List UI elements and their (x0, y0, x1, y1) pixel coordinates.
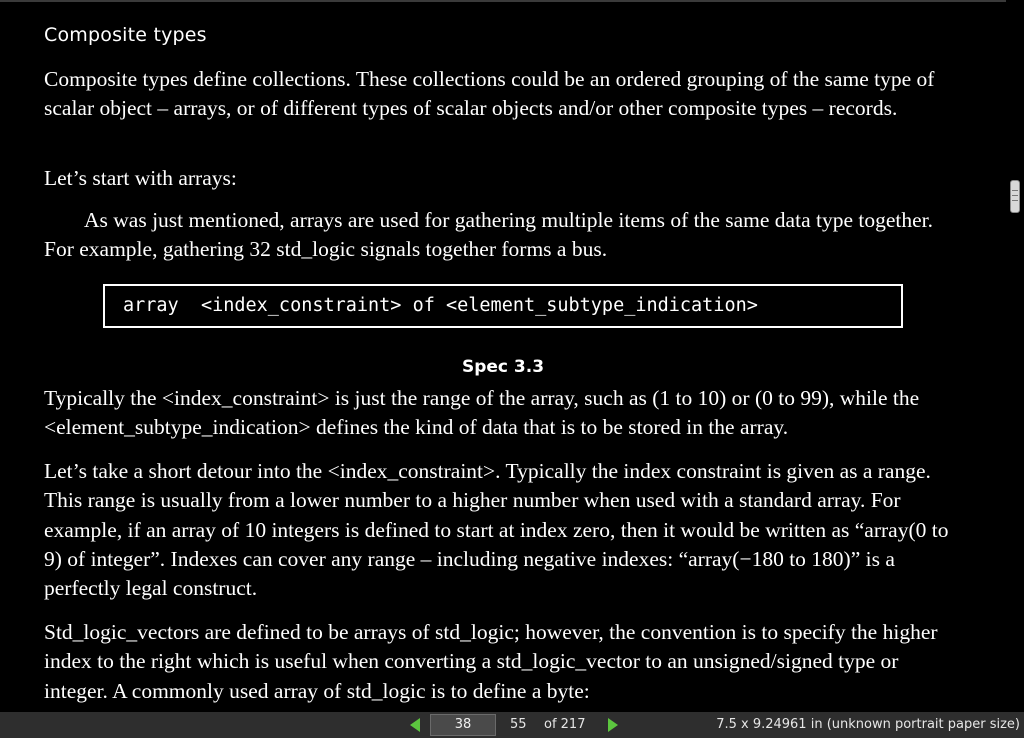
vertical-scrollbar[interactable] (1006, 0, 1024, 712)
spec-caption: Spec 3.3 (461, 357, 545, 377)
paragraph-arrays-intro: Let’s start with arrays: (44, 166, 237, 190)
page-label: 55 (510, 717, 527, 732)
paper-size-label: 7.5 x 9.24961 in (unknown portrait paper size) (716, 717, 1020, 732)
status-bar (0, 712, 1024, 738)
code-box-array-spec: array <index_constraint> of <element_subtype_indication> (103, 284, 903, 328)
prev-page-arrow-icon[interactable] (410, 718, 420, 732)
section-title: Composite types (44, 24, 207, 46)
paragraph-composite-types: Composite types define collections. These collections could be an ordered grouping of the same type of scalar object – arrays, or of different types of scalar objects and/or other composite types – records. (44, 67, 935, 121)
page-total-label: of 217 (544, 717, 586, 732)
paragraph-std-logic-vectors: Std_logic_vectors are defined to be arrays of std_logic; however, the convention is to specify the higher index to the right which is useful when converting a std_logic_vector to an unsigned/signed type or integer. A commonly used array of std_logic is to define a byte: (44, 620, 938, 703)
paragraph-detour: Let’s take a short detour into the <index_constraint>. Typically the index constraint is given as a range. This range is usually from a lower number to a higher number when used with a standard array. For example, if an array of 10 integers is defined to start at index zero, then it would be written as “array(0 to 9) of integer”. Indexes can cover any range – including negative indexes: “array(−180 to 180)” is a perfectly legal construct. (44, 459, 949, 601)
paragraph-arrays-purpose: As was just mentioned, arrays are used for gathering multiple items of the same data type together. For example, gathering 32 std_logic signals together forms a bus. (44, 208, 934, 262)
next-page-arrow-icon[interactable] (608, 718, 618, 732)
paragraph-index-constraint: Typically the <index_constraint> is just the range of the array, such as (1 to 10) or (0 to 99), while the <element_subtype_indication> defines the kind of data that is to be stored in the array. (44, 386, 920, 440)
page-number-input[interactable]: 38 (430, 714, 496, 736)
scrollbar-thumb[interactable] (1010, 180, 1020, 213)
page-top-border (0, 0, 1006, 2)
